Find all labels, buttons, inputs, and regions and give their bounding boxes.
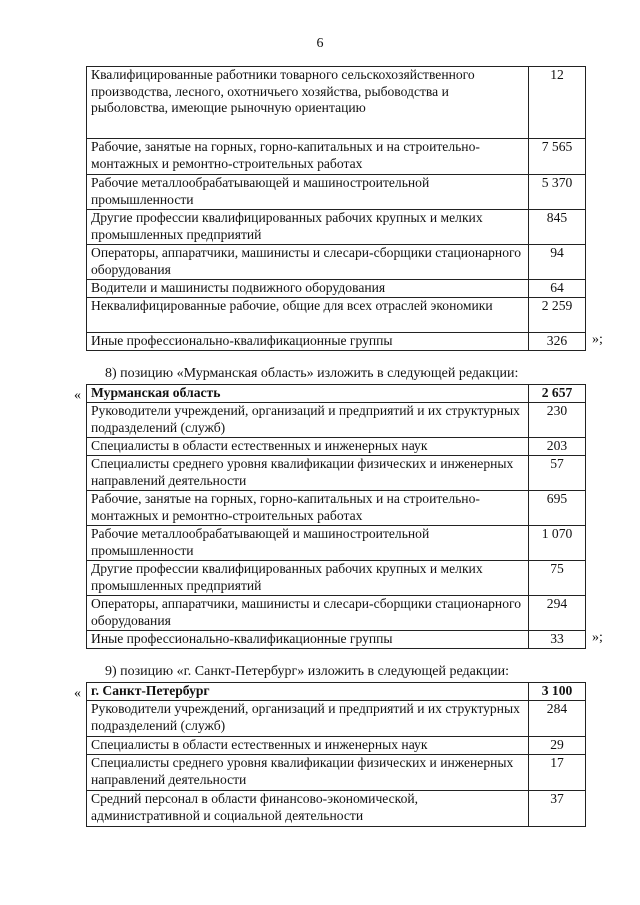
row-value: 5 370 — [529, 175, 586, 210]
row-label: Средний персонал в области финансово-экономической, административной и социальной деятельности — [87, 791, 529, 827]
row-label: Руководители учреждений, организаций и предприятий и их структурных подразделений (служб) — [87, 403, 529, 438]
row-value: 37 — [529, 791, 586, 827]
table-row — [87, 561, 586, 596]
table-row — [87, 631, 586, 649]
table-row — [87, 456, 586, 491]
row-value: 1 070 — [529, 526, 586, 561]
region-name: г. Санкт-Петербург — [87, 683, 529, 701]
row-value: 294 — [529, 596, 586, 631]
table-row — [87, 210, 586, 245]
table-row — [87, 737, 586, 755]
row-value: 33 — [529, 631, 586, 649]
table-row — [87, 491, 586, 526]
row-label: Иные профессионально-квалификационные группы — [87, 631, 529, 649]
section-8-intro: 8) позицию «Мурманская область» изложить в следующей редакции: — [105, 366, 519, 381]
closing-quote: »; — [592, 332, 603, 347]
row-label: Рабочие, занятые на горных, горно-капитальных и на строительно-монтажных и ремонтно-строительных работах — [87, 139, 529, 175]
row-value: 64 — [529, 280, 586, 298]
table-row — [87, 596, 586, 631]
row-label: Рабочие металлообрабатывающей и машиностроительной промышленности — [87, 175, 529, 210]
opening-quote: « — [74, 388, 81, 403]
row-value: 7 565 — [529, 139, 586, 175]
row-value: 94 — [529, 245, 586, 280]
region-total: 3 100 — [529, 683, 586, 701]
saint-petersburg-table — [86, 682, 586, 827]
row-label: Рабочие, занятые на горных, горно-капитальных и на строительно-монтажных и ремонтно-строительных работах — [87, 491, 529, 526]
opening-quote: « — [74, 686, 81, 701]
section-9-intro: 9) позицию «г. Санкт-Петербург» изложить в следующей редакции: — [105, 664, 509, 679]
row-value: 845 — [529, 210, 586, 245]
row-label: Другие профессии квалифицированных рабочих крупных и мелких промышленных предприятий — [87, 561, 529, 596]
row-label: Операторы, аппаратчики, машинисты и слесари-сборщики стационарного оборудования — [87, 245, 529, 280]
profession-table-continuation — [86, 66, 586, 351]
row-label: Специалисты в области естественных и инженерных наук — [87, 438, 529, 456]
row-value: 12 — [529, 67, 586, 139]
row-value: 17 — [529, 755, 586, 791]
region-name: Мурманская область — [87, 385, 529, 403]
table-row — [87, 333, 586, 351]
row-value: 57 — [529, 456, 586, 491]
table-row — [87, 438, 586, 456]
table-row — [87, 280, 586, 298]
murmansk-table — [86, 384, 586, 649]
row-label: Иные профессионально-квалификационные группы — [87, 333, 529, 351]
table-row — [87, 298, 586, 333]
page-number: 6 — [316, 36, 324, 51]
row-value: 695 — [529, 491, 586, 526]
row-label: Неквалифицированные рабочие, общие для всех отраслей экономики — [87, 298, 529, 333]
closing-quote: »; — [592, 630, 603, 645]
table-row — [87, 175, 586, 210]
row-label: Специалисты в области естественных и инженерных наук — [87, 737, 529, 755]
row-label: Специалисты среднего уровня квалификации физических и инженерных направлений деятельности — [87, 755, 529, 791]
row-value: 326 — [529, 333, 586, 351]
row-label: Специалисты среднего уровня квалификации физических и инженерных направлений деятельности — [87, 456, 529, 491]
row-value: 203 — [529, 438, 586, 456]
row-label: Другие профессии квалифицированных рабочих крупных и мелких промышленных предприятий — [87, 210, 529, 245]
region-header-row — [87, 683, 586, 701]
row-value: 230 — [529, 403, 586, 438]
row-label: Операторы, аппаратчики, машинисты и слесари-сборщики стационарного оборудования — [87, 596, 529, 631]
row-value: 2 259 — [529, 298, 586, 333]
row-value: 284 — [529, 701, 586, 737]
row-label: Руководители учреждений, организаций и предприятий и их структурных подразделений (служб) — [87, 701, 529, 737]
row-label: Квалифицированные работники товарного сельскохозяйственного производства, лесного, охотничьего хозяйства, рыбоводства и рыболовства, имеющие рыночную ориентацию — [87, 67, 529, 139]
table-row — [87, 67, 586, 139]
table-row — [87, 139, 586, 175]
row-value: 29 — [529, 737, 586, 755]
table-row — [87, 403, 586, 438]
row-value: 75 — [529, 561, 586, 596]
row-label: Рабочие металлообрабатывающей и машиностроительной промышленности — [87, 526, 529, 561]
table-row — [87, 701, 586, 737]
table-row — [87, 526, 586, 561]
region-total: 2 657 — [529, 385, 586, 403]
table-row — [87, 245, 586, 280]
row-label: Водители и машинисты подвижного оборудования — [87, 280, 529, 298]
table-row — [87, 755, 586, 791]
region-header-row — [87, 385, 586, 403]
table-row — [87, 791, 586, 827]
